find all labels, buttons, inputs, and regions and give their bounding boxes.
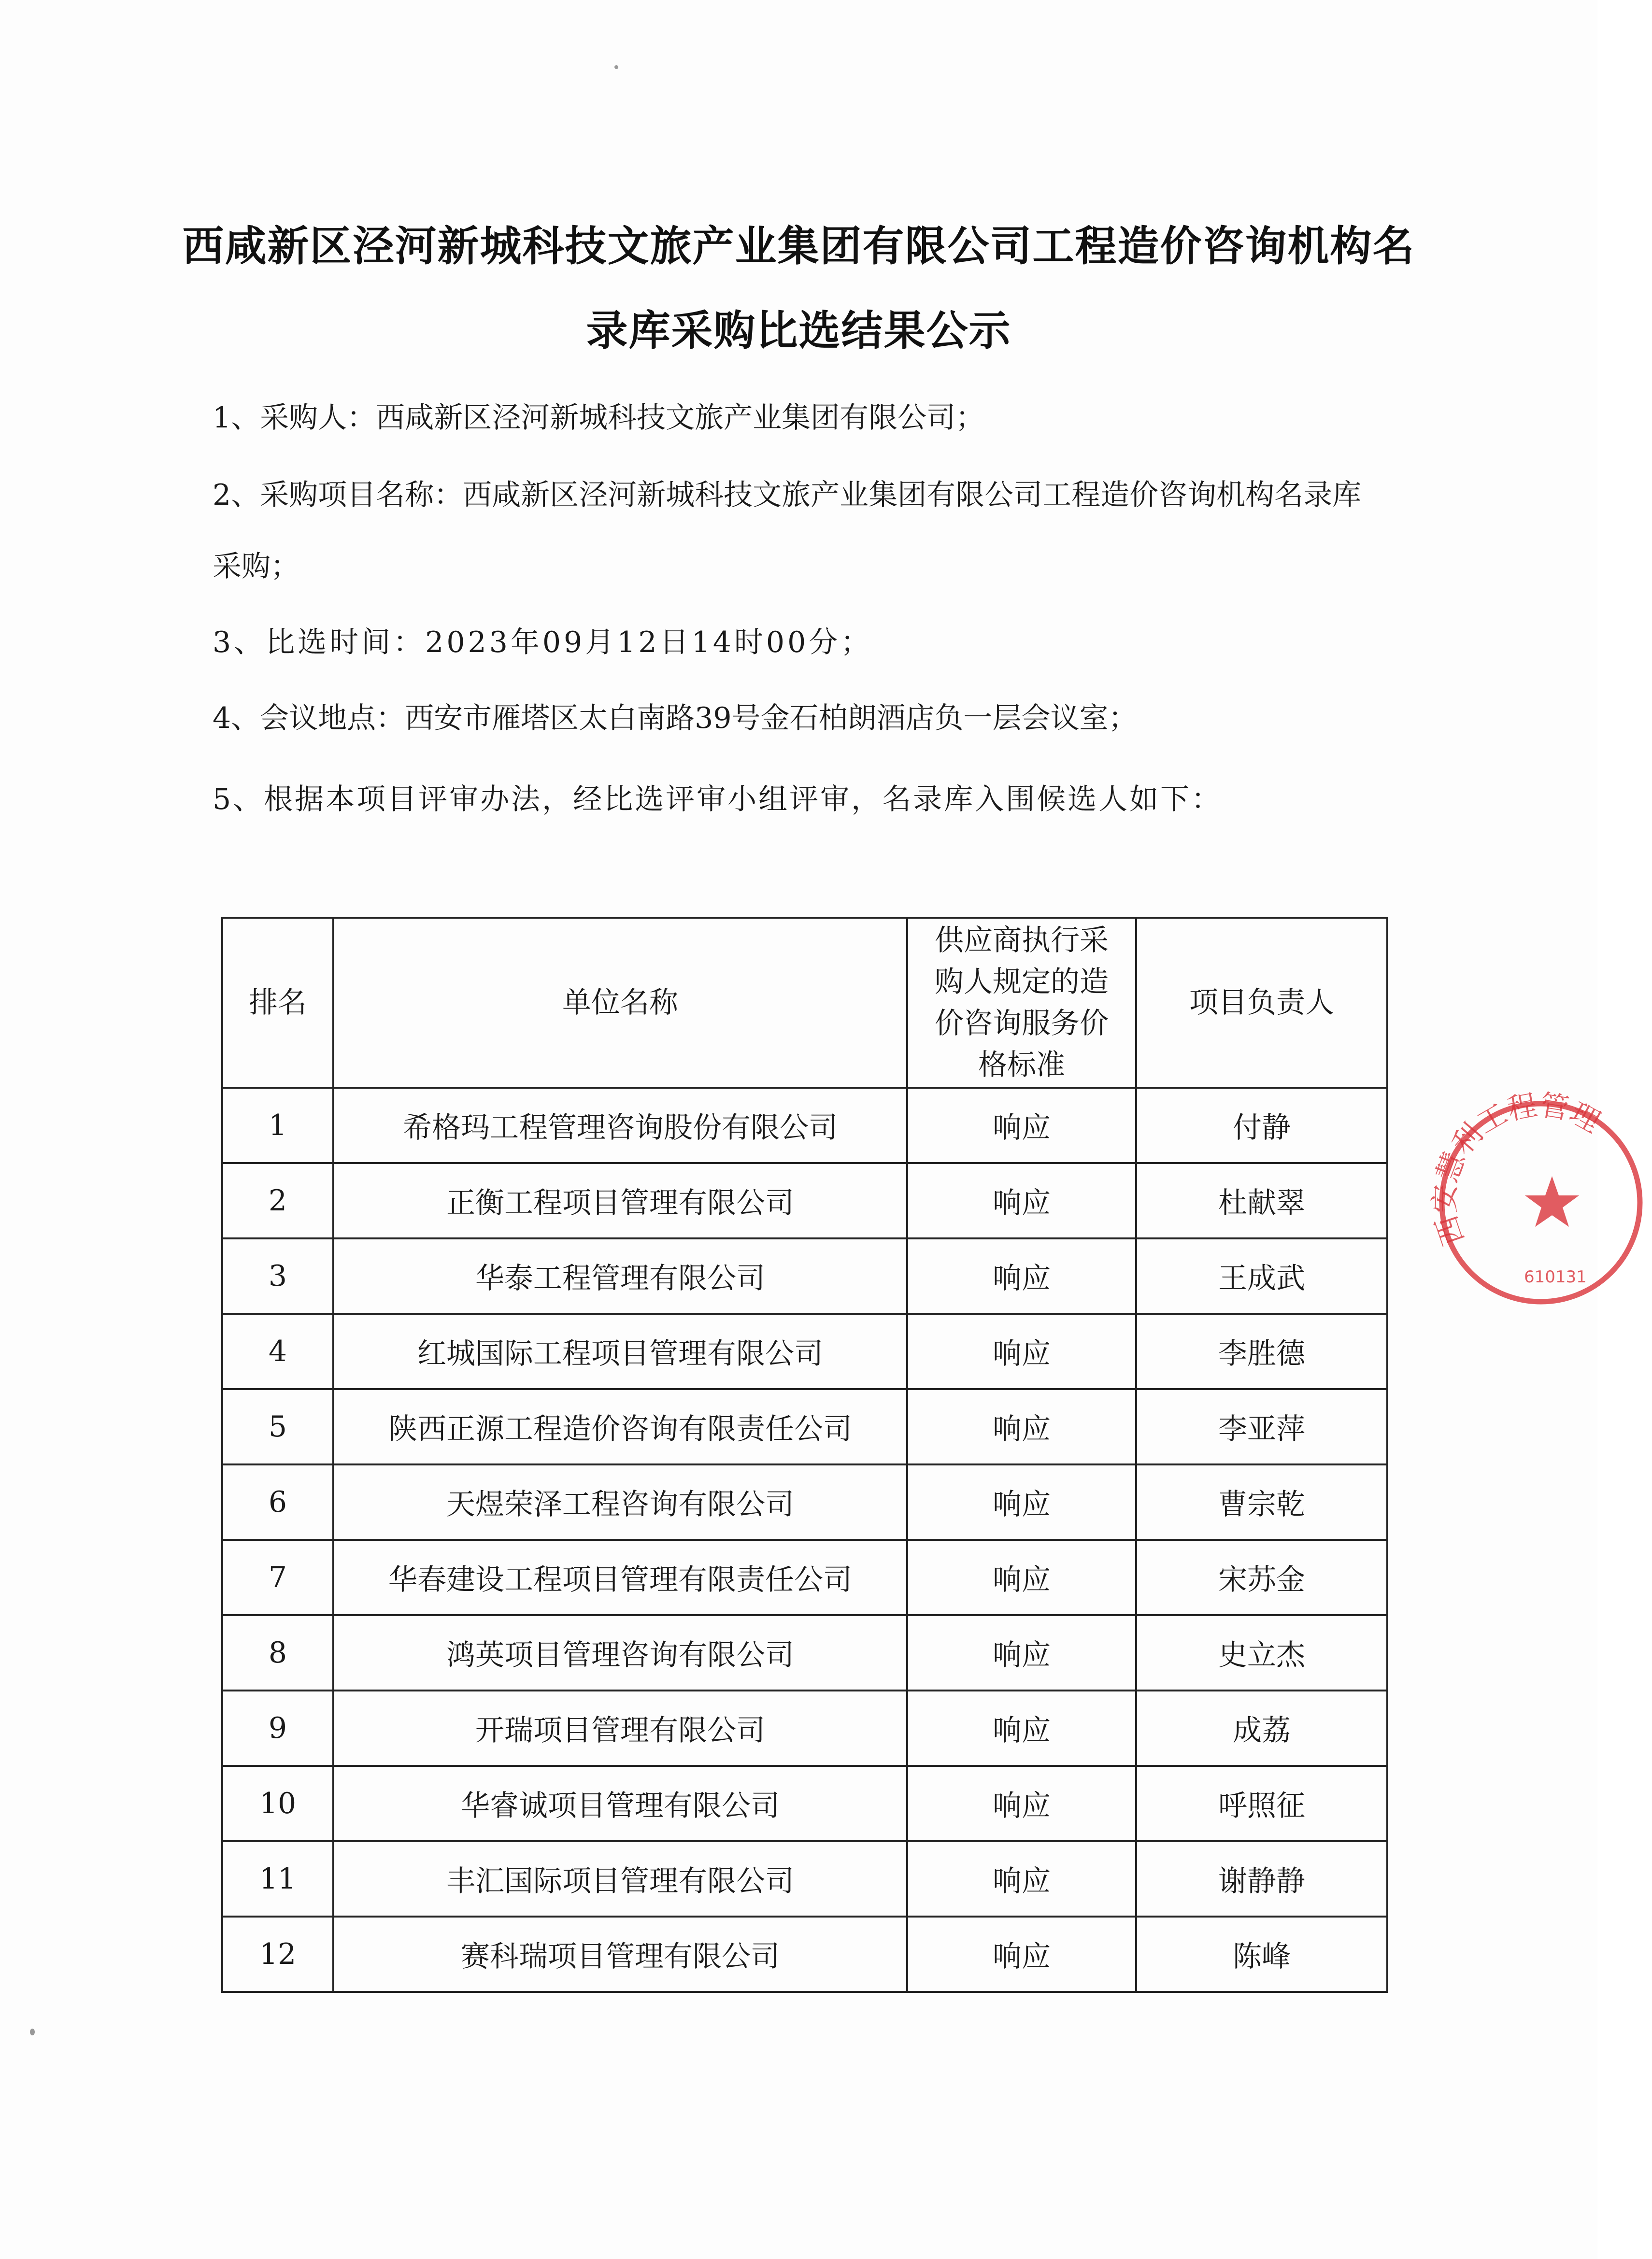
header-price-response <box>907 918 1136 1088</box>
cell-rank: 6 <box>222 1464 333 1540</box>
table-row <box>222 1540 1387 1615</box>
company-seal <box>1420 1087 1652 1319</box>
cell-project-lead: 李胜德 <box>1136 1314 1387 1389</box>
cell-rank: 7 <box>222 1540 333 1615</box>
cell-rank: 3 <box>222 1238 333 1314</box>
cell-project-lead: 宋苏金 <box>1136 1540 1387 1615</box>
cell-company-name: 天煜荣泽工程咨询有限公司 <box>333 1464 907 1540</box>
cell-company-name: 开瑞项目管理有限公司 <box>333 1691 907 1766</box>
cell-company-name: 丰汇国际项目管理有限公司 <box>333 1841 907 1917</box>
cell-company-name: 鸿英项目管理咨询有限公司 <box>333 1615 907 1691</box>
table-header-row <box>222 918 1387 1088</box>
cell-price-response: 响应 <box>907 1238 1136 1314</box>
cell-rank: 2 <box>222 1163 333 1238</box>
table-row <box>222 1389 1387 1464</box>
cell-rank: 9 <box>222 1691 333 1766</box>
cell-project-lead: 付静 <box>1136 1088 1387 1163</box>
cell-price-response: 响应 <box>907 1389 1136 1464</box>
table-row <box>222 1163 1387 1238</box>
cell-rank: 5 <box>222 1389 333 1464</box>
project-name-paragraph-cont: 采购； <box>213 550 299 583</box>
cell-rank: 1 <box>222 1088 333 1163</box>
cell-company-name: 红城国际工程项目管理有限公司 <box>333 1314 907 1389</box>
cell-price-response: 响应 <box>907 1841 1136 1917</box>
seal-ring <box>1442 1104 1640 1302</box>
scan-speck <box>614 65 618 69</box>
header-company-name: 单位名称 <box>333 918 907 1088</box>
cell-rank: 4 <box>222 1314 333 1389</box>
purchaser-paragraph: 1、采购人：西咸新区泾河新城科技文旅产业集团有限公司； <box>213 401 985 435</box>
cell-company-name: 希格玛工程管理咨询股份有限公司 <box>333 1088 907 1163</box>
table-row <box>222 1917 1387 1992</box>
table-body <box>222 1088 1387 1992</box>
seal-arc-text: 西安慧利工程管理 <box>1428 1088 1606 1250</box>
cell-price-response: 响应 <box>907 1540 1136 1615</box>
seal-star-icon <box>1525 1176 1579 1227</box>
cell-rank: 10 <box>222 1766 333 1841</box>
cell-project-lead: 谢静静 <box>1136 1841 1387 1917</box>
selection-time-paragraph: 3、比选时间：2023年09月12日14时00分； <box>213 625 873 659</box>
cell-company-name: 陕西正源工程造价咨询有限责任公司 <box>333 1389 907 1464</box>
cell-company-name: 华春建设工程项目管理有限责任公司 <box>333 1540 907 1615</box>
cell-project-lead: 李亚萍 <box>1136 1389 1387 1464</box>
cell-price-response: 响应 <box>907 1464 1136 1540</box>
cell-price-response: 响应 <box>907 1163 1136 1238</box>
table-row <box>222 1841 1387 1917</box>
table-row <box>222 1314 1387 1389</box>
cell-price-response: 响应 <box>907 1691 1136 1766</box>
cell-project-lead: 王成武 <box>1136 1238 1387 1314</box>
cell-project-lead: 史立杰 <box>1136 1615 1387 1691</box>
cell-company-name: 赛科瑞项目管理有限公司 <box>333 1917 907 1992</box>
table-row <box>222 1464 1387 1540</box>
scan-speck <box>30 2029 35 2035</box>
cell-rank: 8 <box>222 1615 333 1691</box>
project-name-paragraph: 2、采购项目名称：西咸新区泾河新城科技文旅产业集团有限公司工程造价咨询机构名录库 <box>213 478 1362 512</box>
cell-project-lead: 杜献翠 <box>1136 1163 1387 1238</box>
table-row <box>222 1615 1387 1691</box>
cell-price-response: 响应 <box>907 1766 1136 1841</box>
cell-price-response: 响应 <box>907 1917 1136 1992</box>
cell-project-lead: 成荔 <box>1136 1691 1387 1766</box>
header-price-response-text: 供应商执行采购人规定的造价咨询服务价格标准 <box>935 923 1109 1082</box>
cell-project-lead: 呼照征 <box>1136 1766 1387 1841</box>
cell-rank: 11 <box>222 1841 333 1917</box>
cell-price-response: 响应 <box>907 1088 1136 1163</box>
cell-rank: 12 <box>222 1917 333 1992</box>
document-title-line1: 西咸新区泾河新城科技文旅产业集团有限公司工程造价咨询机构名 <box>182 222 1415 270</box>
meeting-location-paragraph: 4、会议地点：西安市雁塔区太白南路39号金石柏朗酒店负一层会议室； <box>213 701 1138 735</box>
document-title-line2: 录库采购比选结果公示 <box>586 307 1011 355</box>
table-row <box>222 1238 1387 1314</box>
candidates-intro-paragraph: 5、根据本项目评审办法，经比选评审小组评审，名录库入围候选人如下： <box>213 782 1223 816</box>
cell-company-name: 正衡工程项目管理有限公司 <box>333 1163 907 1238</box>
seal-code: 610131 <box>1524 1267 1587 1287</box>
cell-project-lead: 陈峰 <box>1136 1917 1387 1992</box>
table-row <box>222 1766 1387 1841</box>
header-project-lead: 项目负责人 <box>1136 918 1387 1088</box>
cell-company-name: 华睿诚项目管理有限公司 <box>333 1766 907 1841</box>
cell-company-name: 华泰工程管理有限公司 <box>333 1238 907 1314</box>
candidates-table <box>221 917 1388 1993</box>
cell-price-response: 响应 <box>907 1615 1136 1691</box>
header-rank: 排名 <box>222 918 333 1088</box>
table-row <box>222 1088 1387 1163</box>
cell-project-lead: 曹宗乾 <box>1136 1464 1387 1540</box>
table-row <box>222 1691 1387 1766</box>
cell-price-response: 响应 <box>907 1314 1136 1389</box>
